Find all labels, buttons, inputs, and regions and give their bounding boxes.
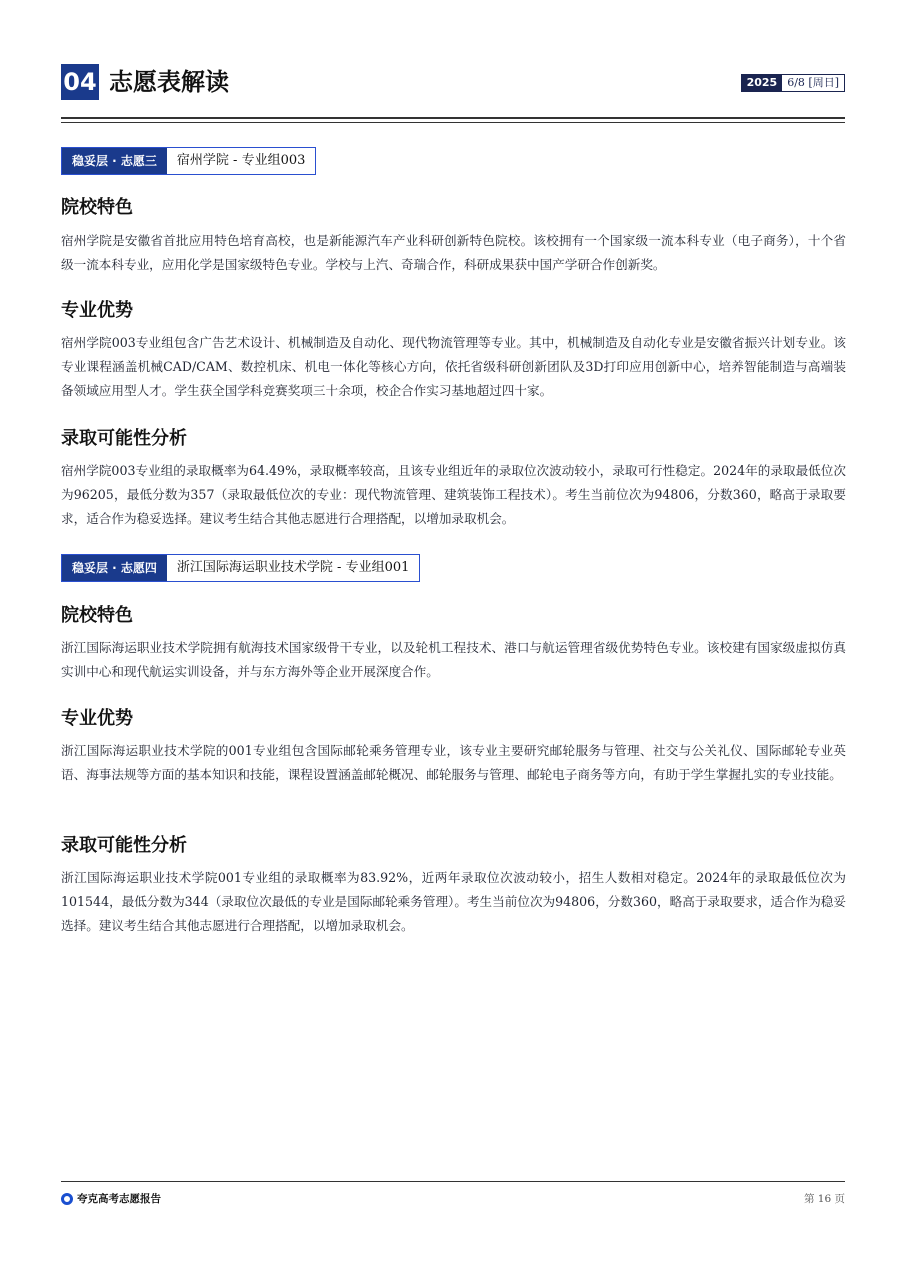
school-group-label: 宿州学院 - 专业组003 — [176, 153, 306, 168]
paragraph-major-advantages: 浙江国际海运职业技术学院的001专业组包含国际邮轮乘务管理专业，该专业主要研究邮轮服务与管理、社交与公关礼仪、国际邮轮专业英语、海事法规等方面的基本知识和技能，课程设置涵盖邮轮概况、邮轮服务与管理、邮轮电子商务等方向，有助于学生掌握扎实的专业技能。 — [61, 743, 846, 782]
footer-brand — [61, 1191, 161, 1206]
section-title: 志愿表解读 — [109, 68, 229, 96]
section-number: 04 — [61, 64, 99, 100]
paragraph-admission-analysis: 浙江国际海运职业技术学院001专业组的录取概率为83.92%，近两年录取位次波动较小，招生人数相对稳定。2024年的录取最低位次为101544，最低分数为344（录取位次最低的专业是国际邮轮乘务管理）。考生当前位次为94806，分数360，略高于录取要求，适合作为稳妥选择。建议考生结合其他志愿进行合理搭配，以增加录取机会。 — [61, 870, 846, 933]
choice-tag-4 — [61, 554, 420, 582]
brand-logo-icon — [61, 1193, 73, 1205]
heading-major-advantages: 专业优势 — [61, 708, 133, 729]
heading-school-features: 院校特色 — [61, 605, 133, 626]
page-header — [61, 64, 845, 100]
paragraph-admission-analysis: 宿州学院003专业组的录取概率为64.49%，录取概率较高，且该专业组近年的录取位次波动较小，录取可行性稳定。2024年的录取最低位次为96205，最低分数为357（录取最低位次的专业：现代物流管理、建筑装饰工程技术）。考生当前位次为94806，分数360，略高于录取要求，适合作为稳妥选择。建议考生结合其他志愿进行合理搭配，以增加录取机会。 — [61, 463, 846, 526]
header-rule-thick — [61, 117, 845, 119]
level-label: 稳妥层 · 志愿三 — [62, 148, 167, 174]
heading-school-features: 院校特色 — [61, 197, 133, 218]
level-label: 稳妥层 · 志愿四 — [62, 555, 167, 581]
date-year: 2025 — [742, 75, 783, 91]
header-rule-thin — [61, 122, 845, 123]
page-number: 第 16 页 — [803, 1193, 845, 1205]
choice-tag-3 — [61, 147, 316, 175]
paragraph-school-features: 浙江国际海运职业技术学院拥有航海技术国家级骨干专业，以及轮机工程技术、港口与航运管理省级优势特色专业。该校建有国家级虚拟仿真实训中心和现代航运实训设备，并与东方海外等企业开展深度合作。 — [61, 640, 846, 679]
heading-admission-analysis: 录取可能性分析 — [61, 835, 187, 856]
heading-admission-analysis: 录取可能性分析 — [61, 428, 187, 449]
heading-major-advantages: 专业优势 — [61, 300, 133, 321]
brand-name: 夸克高考志愿报告 — [77, 1193, 161, 1205]
paragraph-school-features: 宿州学院是安徽省首批应用特色培育高校，也是新能源汽车产业科研创新特色院校。该校拥有一个国家级一流本科专业（电子商务），十个省级一流本科专业，应用化学是国家级特色专业。学校与上汽、奇瑞合作，科研成果获中国产学研合作创新奖。 — [61, 233, 846, 272]
date-day: 6/8 [周日] — [787, 76, 839, 89]
paragraph-major-advantages: 宿州学院003专业组包含广告艺术设计、机械制造及自动化、现代物流管理等专业。其中，机械制造及自动化专业是安徽省振兴计划专业。该专业课程涵盖机械CAD/CAM、数控机床、机电一体化等核心方向，依托省级科研创新团队及3D打印应用创新中心，培养智能制造与高端装备领域应用型人才。学生获全国学科竞赛奖项三十余项，校企合作实习基地超过四十家。 — [61, 335, 846, 398]
school-group-label: 浙江国际海运职业技术学院 - 专业组001 — [176, 560, 410, 575]
footer-rule — [61, 1181, 845, 1182]
date-box — [741, 74, 845, 92]
